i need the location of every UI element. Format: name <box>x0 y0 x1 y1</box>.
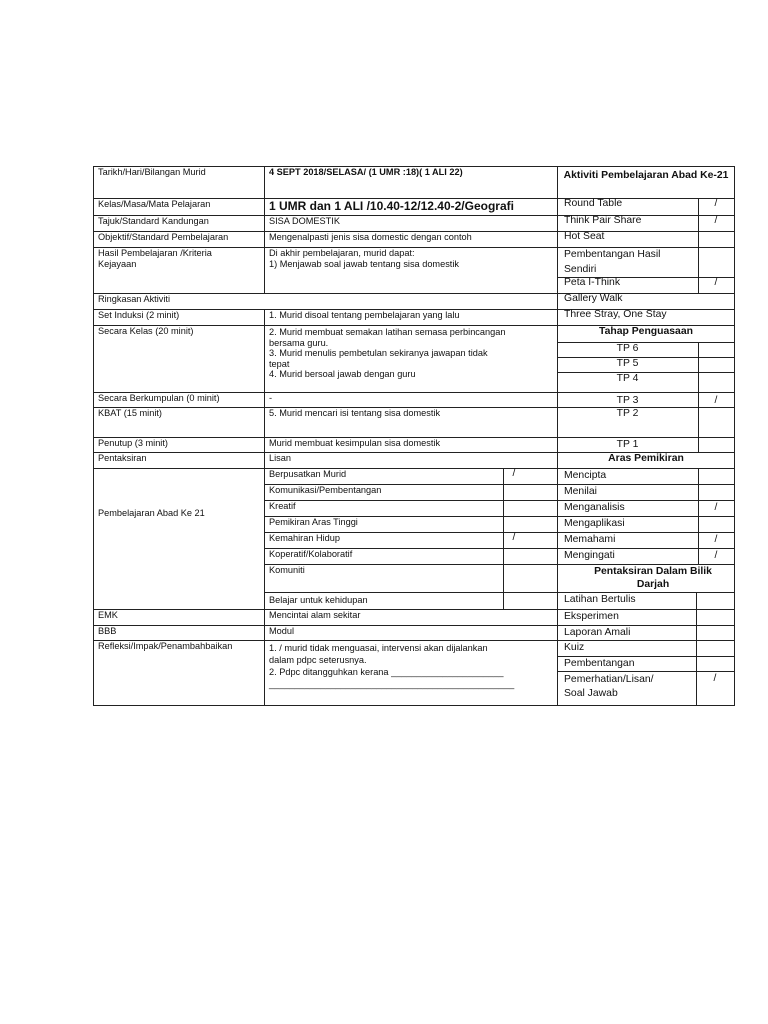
aras-mark: / <box>714 502 718 513</box>
refleksi-line: dalam pdpc seterusnya. <box>269 655 367 665</box>
aras-item: Mengingati <box>564 550 615 561</box>
aktiviti-item-line1: Pembentangan Hasil <box>564 249 661 260</box>
aktiviti-item <box>557 247 698 277</box>
abad21-mark <box>503 564 525 592</box>
bilik-mark <box>696 640 734 656</box>
value-bbb: Modul <box>269 626 295 636</box>
aras-item: Memahami <box>564 534 616 545</box>
aktiviti-mark: / <box>714 277 718 288</box>
abad21-mark <box>503 516 525 532</box>
aras-mark <box>698 516 734 532</box>
label-refleksi: Refleksi/Impak/Penambahbaikan <box>98 641 233 651</box>
tahap-mark <box>698 342 734 357</box>
bilik-header: Pentaksiran Dalam Bilik Darjah <box>594 566 712 590</box>
value-set-induksi: 1. Murid disoal tentang pembelajaran yang lalu <box>269 310 460 320</box>
aktiviti-mark: / <box>714 215 718 226</box>
abad21-mark <box>503 548 525 564</box>
kelas-line: 4. Murid bersoal jawab dengan guru <box>269 369 416 380</box>
abad21-mark <box>503 592 525 609</box>
aktiviti-mark <box>698 247 734 277</box>
lesson-plan-table <box>93 166 735 706</box>
abad21-mark <box>503 500 525 516</box>
refleksi-line: 1. / murid tidak menguasai, intervensi akan dijalankan <box>269 643 488 653</box>
aras-mark: / <box>714 550 718 561</box>
kelas-line: 3. Murid menulis pembetulan sekiranya jawapan tidak <box>269 348 488 359</box>
abad21-item: Komunikasi/Pembentangan <box>269 485 382 495</box>
value-kelas: 1 UMR dan 1 ALI /10.40-12/12.40-2/Geografi <box>269 199 514 213</box>
refleksi-line: 2. Pdpc ditangguhkan kerana ______________________ <box>269 667 504 677</box>
bilik-item: Pembentangan <box>564 658 635 669</box>
abad21-item: Pemikiran Aras Tinggi <box>269 517 358 527</box>
kelas-line: 2. Murid membuat semakan latihan semasa perbincangan <box>269 327 506 337</box>
tahap-item: TP 6 <box>616 343 639 354</box>
value-hasil-line2: 1) Menjawab soal jawab tentang sisa domestik <box>269 258 459 269</box>
value-objektif: Mengenalpasti jenis sisa domestic dengan contoh <box>269 232 472 242</box>
value-pentaksiran: Lisan <box>269 453 291 463</box>
label-abad21: Pembelajaran Abad Ke 21 <box>98 508 205 518</box>
bilik-item: Kuiz <box>564 642 585 653</box>
tahap-mark <box>698 357 734 372</box>
abad21-item: Komuniti <box>269 565 305 575</box>
tahap-mark <box>698 372 734 392</box>
abad21-item: Kreatif <box>269 501 296 511</box>
bilik-mark <box>696 625 734 640</box>
label-kelas: Kelas/Masa/Mata Pelajaran <box>98 199 211 209</box>
abad21-item: Kemahiran Hidup <box>269 533 340 543</box>
aras-item: Menilai <box>564 486 597 497</box>
value-penutup: Murid membuat kesimpulan sisa domestik <box>269 438 441 448</box>
value-hasil <box>264 247 557 293</box>
label-set-induksi: Set Induksi (2 minit) <box>98 310 180 320</box>
value-refleksi <box>264 640 557 705</box>
bilik-mark <box>696 609 734 625</box>
rule <box>93 705 735 706</box>
bilik-item: Laporan Amali <box>564 627 631 638</box>
label-emk: EMK <box>98 610 118 620</box>
tahap-item: TP 3 <box>616 395 639 406</box>
bilik-item: Eksperimen <box>564 611 619 622</box>
label-bbb: BBB <box>98 626 117 636</box>
value-secara-kelas <box>264 325 557 392</box>
bilik-item-line2: Soal Jawab <box>564 688 618 699</box>
value-hasil-line1: Di akhir pembelajaran, murid dapat: <box>269 248 415 258</box>
tahap-mark: / <box>714 395 718 406</box>
label-berkumpulan: Secara Berkumpulan (0 minit) <box>98 393 220 403</box>
abad21-item: Koperatif/Kolaboratif <box>269 549 353 559</box>
aras-mark <box>698 484 734 500</box>
bilik-mark <box>696 656 734 671</box>
aras-item: Menganalisis <box>564 502 625 513</box>
abad21-mark: / <box>512 468 516 479</box>
tahap-header: Tahap Penguasaan <box>599 326 693 337</box>
tahap-mark <box>698 407 734 437</box>
aktiviti-header: Aktiviti Pembelajaran Abad Ke-21 <box>563 170 729 181</box>
kelas-line: tepat <box>269 358 290 369</box>
bilik-mark: / <box>713 673 717 684</box>
abad21-item: Berpusatkan Murid <box>269 469 347 479</box>
value-emk: Mencintai alam sekitar <box>269 610 361 620</box>
label-hasil <box>93 247 264 293</box>
bilik-item-line1: Pemerhatian/Lisan/ <box>564 674 654 685</box>
tahap-mark <box>698 437 734 452</box>
label-hasil-line2: Kejayaan <box>98 258 137 269</box>
aktiviti-item: Gallery Walk <box>564 293 623 304</box>
label-tarikh: Tarikh/Hari/Bilangan Murid <box>98 167 206 177</box>
aktiviti-item: Three Stray, One Stay <box>564 309 667 320</box>
aras-mark: / <box>714 534 718 545</box>
tahap-item: TP 5 <box>616 358 639 369</box>
aktiviti-item: Peta I-Think <box>564 277 621 288</box>
abad21-item: Belajar untuk kehidupan <box>269 595 368 605</box>
bilik-item: Latihan Bertulis <box>564 594 636 605</box>
aras-item: Mengaplikasi <box>564 518 625 529</box>
abad21-mark: / <box>512 532 516 543</box>
aktiviti-item: Round Table <box>564 198 623 209</box>
tahap-item: TP 4 <box>616 373 639 384</box>
aktiviti-item: Hot Seat <box>564 231 605 242</box>
tahap-item: TP 2 <box>616 408 639 419</box>
value-kbat: 5. Murid mencari isi tentang sisa domestik <box>269 408 441 418</box>
refleksi-line: ________________________________________________ <box>269 679 515 689</box>
label-objektif: Objektif/Standard Pembelajaran <box>98 232 229 242</box>
value-berkumpulan: - <box>269 393 273 403</box>
label-penutup: Penutup (3 minit) <box>98 438 168 448</box>
aktiviti-mark <box>698 231 734 247</box>
abad21-mark <box>503 484 525 500</box>
label-hasil-line1: Hasil Pembelajaran /Kriteria <box>98 248 212 258</box>
value-tajuk: SISA DOMESTIK <box>269 216 340 226</box>
tahap-item: TP 1 <box>616 439 639 450</box>
aras-mark <box>698 468 734 484</box>
aras-header: Aras Pemikiran <box>608 453 684 464</box>
rule <box>734 166 735 706</box>
bilik-mark <box>696 592 734 609</box>
label-pentaksiran: Pentaksiran <box>98 453 147 463</box>
aktiviti-item-line2: Sendiri <box>564 264 597 275</box>
label-tajuk: Tajuk/Standard Kandungan <box>98 216 209 226</box>
label-kbat: KBAT (15 minit) <box>98 408 162 418</box>
aktiviti-item: Think Pair Share <box>564 215 642 226</box>
label-ringkasan: Ringkasan Aktiviti <box>98 294 171 304</box>
bilik-item <box>557 671 696 705</box>
value-tarikh: 4 SEPT 2018/SELASA/ (1 UMR :18)( 1 ALI 22) <box>269 167 463 177</box>
aktiviti-mark: / <box>714 198 718 209</box>
label-secara-kelas: Secara Kelas (20 minit) <box>98 326 194 336</box>
kelas-line: bersama guru. <box>269 337 329 348</box>
aras-item: Mencipta <box>564 470 607 481</box>
